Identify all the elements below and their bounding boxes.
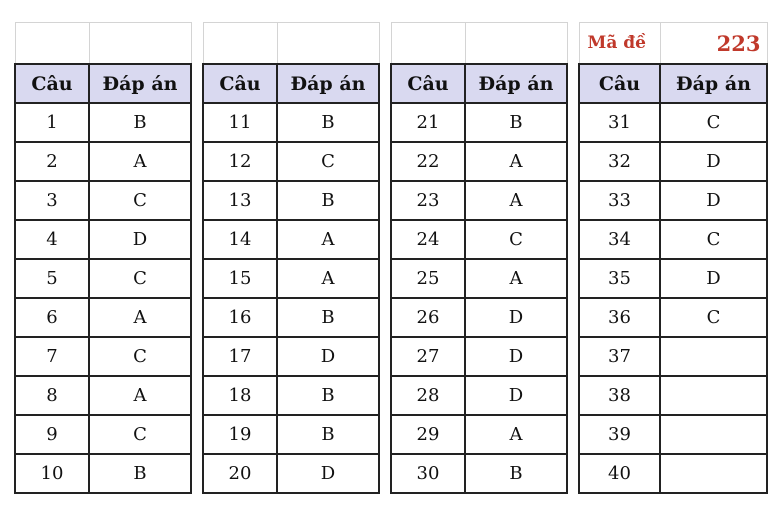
- table-row: [579, 337, 767, 376]
- question-number: 29: [391, 415, 465, 454]
- answer-cell: C: [89, 259, 191, 298]
- question-number: 36: [579, 298, 660, 337]
- question-number: 15: [203, 259, 277, 298]
- question-number: 4: [15, 220, 89, 259]
- table-row: [391, 376, 567, 415]
- exam-code-row: [579, 23, 767, 65]
- answer-cell: C: [89, 415, 191, 454]
- question-number: 9: [15, 415, 89, 454]
- answer-cell: D: [660, 259, 767, 298]
- table-row: [579, 103, 767, 142]
- answer-cell: C: [89, 337, 191, 376]
- question-header: Câu: [579, 64, 660, 103]
- spacer-cell: [203, 23, 277, 65]
- table-row: [579, 181, 767, 220]
- answer-cell: D: [277, 454, 379, 493]
- answer-cell: C: [277, 142, 379, 181]
- question-number: 23: [391, 181, 465, 220]
- question-number: 34: [579, 220, 660, 259]
- table-row: [203, 298, 379, 337]
- answer-cell: [660, 337, 767, 376]
- question-number: 40: [579, 454, 660, 493]
- answer-cell: A: [89, 142, 191, 181]
- answer-cell: A: [277, 259, 379, 298]
- question-number: 12: [203, 142, 277, 181]
- question-number: 17: [203, 337, 277, 376]
- table-row: [203, 415, 379, 454]
- table-row: [579, 259, 767, 298]
- table-row: [391, 181, 567, 220]
- table-row: [15, 220, 191, 259]
- table-row: [579, 415, 767, 454]
- answer-cell: [660, 454, 767, 493]
- spacer-cell: [15, 23, 89, 65]
- answer-cell: B: [465, 454, 567, 493]
- table-row: [203, 376, 379, 415]
- table-row: [15, 415, 191, 454]
- answer-table-3: [390, 22, 568, 494]
- table-row: [579, 142, 767, 181]
- question-number: 24: [391, 220, 465, 259]
- answer-block-4: [578, 22, 768, 494]
- answer-cell: D: [465, 337, 567, 376]
- question-number: 5: [15, 259, 89, 298]
- answer-cell: B: [277, 103, 379, 142]
- question-number: 31: [579, 103, 660, 142]
- exam-code-label: Mã đề: [579, 23, 660, 65]
- header-row: [579, 64, 767, 103]
- table-row: [579, 454, 767, 493]
- spacer-cell: [391, 23, 465, 65]
- table-row: [579, 298, 767, 337]
- answer-cell: D: [660, 142, 767, 181]
- spacer-cell: [465, 23, 567, 65]
- question-number: 6: [15, 298, 89, 337]
- table-row: [391, 298, 567, 337]
- question-header: Câu: [15, 64, 89, 103]
- answer-header: Đáp án: [89, 64, 191, 103]
- table-row: [391, 415, 567, 454]
- answer-block-1: [14, 22, 192, 494]
- answer-block-3: [390, 22, 568, 494]
- question-number: 10: [15, 454, 89, 493]
- answer-cell: C: [89, 181, 191, 220]
- answer-cell: A: [465, 181, 567, 220]
- answer-header: Đáp án: [465, 64, 567, 103]
- answer-cell: D: [465, 298, 567, 337]
- question-number: 32: [579, 142, 660, 181]
- answer-cell: B: [277, 415, 379, 454]
- answer-cell: [660, 415, 767, 454]
- answer-cell: D: [277, 337, 379, 376]
- question-number: 28: [391, 376, 465, 415]
- table-row: [203, 103, 379, 142]
- question-number: 19: [203, 415, 277, 454]
- answer-cell: C: [465, 220, 567, 259]
- table-row: [203, 259, 379, 298]
- table-row: [391, 220, 567, 259]
- table-row: [391, 454, 567, 493]
- table-row: [391, 337, 567, 376]
- table-row: [203, 454, 379, 493]
- spacer-cell: [89, 23, 191, 65]
- answer-table-2: [202, 22, 380, 494]
- question-number: 20: [203, 454, 277, 493]
- answer-cell: B: [277, 181, 379, 220]
- table-row: [579, 220, 767, 259]
- answer-cell: B: [89, 103, 191, 142]
- question-number: 35: [579, 259, 660, 298]
- table-row: [15, 376, 191, 415]
- question-number: 7: [15, 337, 89, 376]
- question-number: 2: [15, 142, 89, 181]
- table-row: [203, 181, 379, 220]
- table-row: [391, 259, 567, 298]
- answer-cell: B: [89, 454, 191, 493]
- question-number: 27: [391, 337, 465, 376]
- answer-cell: [660, 376, 767, 415]
- table-row: [203, 142, 379, 181]
- answer-table-4: [578, 22, 768, 494]
- answer-cell: A: [465, 415, 567, 454]
- table-row: [15, 454, 191, 493]
- question-number: 38: [579, 376, 660, 415]
- question-number: 30: [391, 454, 465, 493]
- question-header: Câu: [203, 64, 277, 103]
- top-spacer-row: [15, 23, 191, 65]
- table-row: [203, 220, 379, 259]
- answer-cell: D: [465, 376, 567, 415]
- answer-cell: D: [89, 220, 191, 259]
- answer-header: Đáp án: [660, 64, 767, 103]
- question-number: 14: [203, 220, 277, 259]
- question-header: Câu: [391, 64, 465, 103]
- table-row: [391, 142, 567, 181]
- answer-cell: B: [277, 298, 379, 337]
- table-row: [15, 142, 191, 181]
- header-row: [15, 64, 191, 103]
- question-number: 1: [15, 103, 89, 142]
- exam-code-value: 223: [660, 23, 767, 65]
- answer-cell: C: [660, 220, 767, 259]
- question-number: 22: [391, 142, 465, 181]
- answer-cell: B: [465, 103, 567, 142]
- question-number: 26: [391, 298, 465, 337]
- table-row: [391, 103, 567, 142]
- table-row: [15, 298, 191, 337]
- answer-cell: A: [277, 220, 379, 259]
- answer-header: Đáp án: [277, 64, 379, 103]
- question-number: 18: [203, 376, 277, 415]
- answer-block-2: [202, 22, 380, 494]
- question-number: 37: [579, 337, 660, 376]
- header-row: [203, 64, 379, 103]
- top-spacer-row: [391, 23, 567, 65]
- question-number: 16: [203, 298, 277, 337]
- question-number: 8: [15, 376, 89, 415]
- question-number: 11: [203, 103, 277, 142]
- answer-cell: A: [465, 142, 567, 181]
- table-row: [15, 103, 191, 142]
- table-row: [203, 337, 379, 376]
- top-spacer-row: [203, 23, 379, 65]
- question-number: 39: [579, 415, 660, 454]
- answer-cell: A: [89, 298, 191, 337]
- answer-cell: A: [89, 376, 191, 415]
- answer-cell: D: [660, 181, 767, 220]
- question-number: 21: [391, 103, 465, 142]
- answer-cell: C: [660, 103, 767, 142]
- table-row: [15, 337, 191, 376]
- header-row: [391, 64, 567, 103]
- answer-table-1: [14, 22, 192, 494]
- table-row: [15, 259, 191, 298]
- table-row: [579, 376, 767, 415]
- question-number: 25: [391, 259, 465, 298]
- question-number: 13: [203, 181, 277, 220]
- answer-cell: C: [660, 298, 767, 337]
- question-number: 33: [579, 181, 660, 220]
- table-row: [15, 181, 191, 220]
- question-number: 3: [15, 181, 89, 220]
- answer-cell: B: [277, 376, 379, 415]
- answer-cell: A: [465, 259, 567, 298]
- spacer-cell: [277, 23, 379, 65]
